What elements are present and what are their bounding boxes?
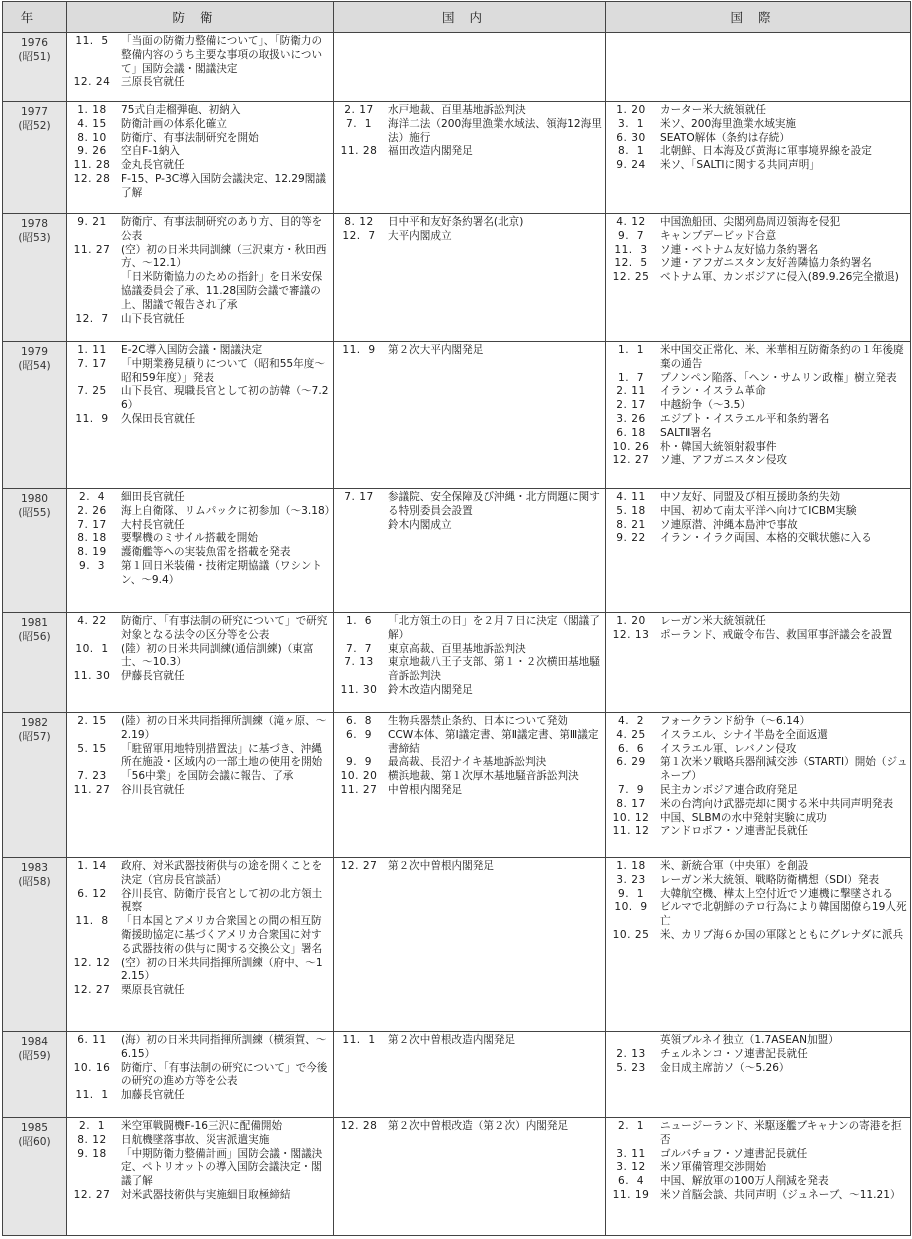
event-date: 8. 10 [77, 131, 107, 144]
event-text: ソ連・ベトナム友好協力条約署名 [660, 243, 819, 256]
defense-cell [67, 613, 334, 713]
event-text: 米ソ軍備管理交渉開始 [660, 1161, 766, 1174]
domestic-cell [334, 858, 606, 1032]
event-text: SALTⅡ署名 [660, 426, 712, 439]
event-date: 11. 1 [342, 1034, 376, 1046]
event-text: (海）初の日米共同指揮所訓練（横須賀、～6.15） [121, 1034, 327, 1060]
event-text: ポーランド、戒厳令布告、救国軍事評議会を設置 [660, 628, 893, 641]
international-cell [606, 613, 911, 713]
event-date: 12. 28 [73, 172, 111, 185]
event-date: 12. 28 [340, 1120, 378, 1132]
event-date: 4. 2 [617, 715, 645, 727]
event-text: 防衛庁、「有事法制の研究について」で研究対象となる法令の区分等を公表 [121, 615, 328, 641]
year-row [3, 33, 911, 102]
event-date [608, 1034, 654, 1048]
event-text: 金丸長官就任 [121, 159, 185, 172]
year-label: 1976 [21, 37, 48, 49]
year-cell [3, 33, 67, 102]
event-text: 対米武器技術供与実施細目取極締結 [121, 1188, 291, 1201]
event-text: レーガン米大統領、戦略防衛構想（SDI）発表 [660, 873, 880, 886]
event-date: 12. 12 [73, 956, 111, 969]
defense-cell [67, 713, 334, 858]
event-text: 第１次米ソ戦略兵器削減交渉（STARTⅠ）開始（ジュネーブ） [660, 756, 908, 783]
event-text: レーガン米大統領就任 [660, 615, 766, 627]
year-row [3, 858, 911, 1032]
event-text: F-15、P-3C導入国防会議決定、12.29閣議了解 [121, 172, 326, 199]
event-date: 4. 22 [77, 615, 107, 627]
event-text: SEATO解体（条約は存続） [660, 131, 790, 144]
event-date: 11. 28 [73, 159, 111, 172]
event-text: 中越紛争（～3.5） [660, 399, 752, 412]
year-label: 1978 [21, 218, 48, 230]
era-label: (昭58) [18, 875, 51, 888]
event-date: 6. 4 [617, 1175, 645, 1188]
international-cell [606, 858, 911, 1032]
event-date: 9. 26 [77, 145, 107, 158]
year-cell [3, 1032, 67, 1118]
era-label: (昭56) [18, 630, 51, 643]
event-date: 4. 11 [616, 491, 646, 503]
event-date: 12. 27 [340, 860, 378, 872]
era-label: (昭59) [18, 1049, 51, 1062]
event-text: 米、新統合軍（中央軍）を創設 [660, 860, 809, 872]
event-text: キャンプデービッド合意 [660, 229, 777, 242]
event-text: 防衛庁、「有事法制の研究について」で今後の研究の進め方等を公表 [121, 1061, 328, 1088]
event-date: 1. 11 [77, 344, 107, 356]
event-date: 1. 18 [77, 104, 107, 116]
event-date: 12. 25 [612, 271, 650, 284]
year-row [3, 342, 911, 489]
event-text: 三原長官就任 [121, 76, 185, 89]
event-date: 5. 23 [616, 1061, 646, 1074]
event-date: 10. 16 [73, 1061, 111, 1074]
event-date [336, 519, 382, 533]
event-date: 2. 13 [616, 1047, 646, 1060]
header-international: 国際 [606, 2, 911, 33]
event-text: 谷川長官、防衛庁長官として初の北方領土視察 [121, 887, 323, 914]
event-text: エジプト・イスラエル平和条約署名 [660, 412, 830, 425]
event-date: 6. 18 [616, 426, 646, 439]
event-text: 北朝鮮、日本海及び黄海に軍事境界線を設定 [660, 145, 872, 158]
event-text: 生物兵器禁止条約、日本について発効 [388, 715, 568, 727]
event-date: 10. 9 [614, 901, 648, 914]
event-date: 3. 23 [616, 873, 646, 886]
event-date: 3. 1 [617, 117, 645, 130]
event-text: 日中平和友好条約署名(北京) [388, 216, 524, 228]
event-date: 9. 24 [616, 159, 646, 172]
era-label: (昭57) [18, 730, 51, 743]
event-date: 12. 7 [75, 312, 109, 325]
year-cell [3, 102, 67, 214]
era-label: (昭54) [18, 359, 51, 372]
event-text: (空）初の日米共同訓練（三沢東方・秋田西方、～12.1） [121, 243, 327, 270]
event-date: 2. 1 [617, 1120, 645, 1132]
event-text: 第１回日米装備・技術定期協議（ワシントン、～9.4） [121, 559, 323, 586]
event-text: 日航機墜落事故、災害派遣実施 [121, 1133, 270, 1146]
year-cell [3, 342, 67, 489]
event-text: 中国漁船団、尖閣列島周辺領海を侵犯 [660, 216, 841, 228]
event-text: 栗原長官就任 [121, 984, 185, 997]
year-cell [3, 489, 67, 613]
defense-cell [67, 858, 334, 1032]
event-date: 1. 7 [617, 371, 645, 384]
event-text: イスラエル軍、レバノン侵攻 [660, 742, 797, 755]
event-date: 11. 9 [75, 412, 109, 425]
international-cell [606, 489, 911, 613]
event-date: 6. 6 [617, 742, 645, 755]
event-date: 8. 12 [344, 216, 374, 228]
event-date: 10. 20 [340, 770, 378, 783]
event-date: 2. 1 [78, 1120, 106, 1132]
event-text: E-2C導入国防会議・閣議決定 [121, 344, 263, 356]
year-label: 1982 [21, 717, 48, 729]
event-text: 横浜地裁、第１次厚木基地騒音訴訟判決 [388, 770, 579, 783]
event-date: 11. 27 [73, 783, 111, 796]
event-text: 空自F-1納入 [121, 145, 181, 158]
event-text: 「中期業務見積りについて（昭和55年度～昭和59年度）」発表 [121, 357, 325, 384]
event-text: 福田改造内閣発足 [388, 145, 473, 158]
domestic-cell [334, 613, 606, 713]
event-text: イラン・イラク両国、本格的交戦状態に入る [660, 532, 872, 545]
event-date: 11. 28 [340, 145, 378, 158]
header-year: 年 [3, 2, 67, 33]
event-text: 「日本国とアメリカ合衆国との間の相互防衛援助協定に基づくアメリカ合衆国に対する武器技術の供与に関する交換公文」署名 [121, 915, 323, 955]
event-text: 中国、解放軍の100万人削減を発表 [660, 1175, 829, 1188]
event-text: カーター米大統領就任 [660, 104, 766, 116]
event-text: 中国、初めて南太平洋へ向けてICBM実験 [660, 504, 857, 517]
event-text: 谷川長官就任 [121, 783, 185, 796]
event-text: 細田長官就任 [121, 491, 185, 503]
event-text: 要撃機のミサイル搭載を開始 [121, 532, 258, 545]
event-date: 11. 19 [612, 1188, 650, 1201]
year-row [3, 214, 911, 342]
event-date: 3. 11 [616, 1147, 646, 1160]
event-text: 金日成主席訪ソ（～5.26） [660, 1061, 790, 1074]
event-text: 75式自走榴弾砲、初納入 [121, 104, 241, 116]
event-text: 米空軍戦闘機F-16三沢に配備開始 [121, 1120, 283, 1132]
domestic-cell [334, 1032, 606, 1118]
year-label: 1980 [21, 493, 48, 505]
event-date: 9. 18 [77, 1147, 107, 1160]
event-date: 11. 27 [73, 243, 111, 256]
event-text: 防衛計画の体系化確立 [121, 117, 227, 130]
event-date: 2. 26 [77, 504, 107, 517]
event-text: ベトナム軍、カンボジアに侵入(89.9.26完全撤退) [660, 271, 899, 284]
event-text: 政府、対米武器技術供与の途を開くことを決定（官房長官談話） [121, 860, 323, 886]
event-date: 11. 1 [75, 1089, 109, 1102]
event-text: 防衛庁、有事法制研究のあり方、目的等を公表 [121, 216, 323, 242]
event-date: 9. 7 [617, 229, 645, 242]
event-text: 大平内閣成立 [388, 229, 452, 242]
event-text: 英領ブルネイ独立（1.7ASEAN加盟） [660, 1034, 839, 1046]
event-text: 中曽根内閣発足 [388, 783, 463, 796]
year-label: 1984 [21, 1036, 48, 1048]
domestic-cell [334, 102, 606, 214]
event-date [69, 271, 115, 312]
event-date: 7. 17 [77, 518, 107, 531]
event-date: 12. 7 [342, 229, 376, 242]
event-text: 最高裁、長沼ナイキ基地訴訟判決 [388, 756, 547, 769]
defense-cell [67, 1118, 334, 1236]
era-label: (昭53) [18, 231, 51, 244]
event-date: 2. 4 [78, 491, 106, 503]
event-date: 9. 22 [616, 532, 646, 545]
event-date: 1. 20 [616, 615, 646, 627]
event-text: 「日米防衛協力のための指針」を日米安保協議委員会了承、11.28国防会議で審議の上、閣議で報告され了承 [121, 271, 323, 311]
header-domestic: 国内 [334, 2, 606, 33]
year-label: 1981 [21, 617, 48, 629]
year-cell [3, 1118, 67, 1236]
event-date: 2. 15 [77, 715, 107, 727]
event-text: 「中期防衛力整備計画」国防会議・閣議決定、ペトリオットの導入国防会議決定・閣議了解 [121, 1147, 323, 1188]
event-text: ビルマで北朝鮮のテロ行為により韓国閣僚ら19人死亡 [660, 901, 907, 928]
event-date: 5. 15 [77, 742, 107, 755]
event-text: 米ソ首脳会談、共同声明（ジュネーブ、～11.21） [660, 1188, 901, 1201]
event-text: プノンペン陥落、「ヘン・サムリン政権」樹立発表 [660, 371, 897, 384]
event-text: 東京高裁、百里基地訴訟判決 [388, 642, 526, 655]
event-date: 12. 13 [612, 628, 650, 641]
event-text: 中国、SLBMの水中発射実験に成功 [660, 811, 827, 824]
event-text: 山下長官就任 [121, 312, 185, 325]
event-date: 3. 26 [616, 412, 646, 425]
event-date: 7. 17 [344, 491, 374, 503]
event-text: チェルネンコ・ソ連書記長就任 [660, 1047, 808, 1060]
year-label: 1979 [21, 346, 48, 358]
era-label: (昭51) [18, 50, 51, 63]
event-text: 防衛庁、有事法制研究を開始 [121, 131, 259, 144]
event-date: 11. 27 [340, 783, 378, 796]
event-date: 4. 12 [616, 216, 646, 228]
event-text: 第２次中曽根内閣発足 [388, 860, 494, 872]
event-text: フォークランド紛争（～6.14） [660, 715, 811, 727]
event-text: ソ連、アフガニスタン侵攻 [660, 454, 788, 467]
event-date: 8. 19 [77, 546, 107, 559]
event-date: 7. 9 [617, 783, 645, 796]
header-row [3, 2, 911, 33]
event-text: 水戸地裁、百里基地訴訟判決 [388, 104, 526, 116]
domestic-cell [334, 214, 606, 342]
international-cell [606, 214, 911, 342]
event-date: 6. 29 [616, 756, 646, 769]
event-text: アンドロポフ・ソ連書記長就任 [660, 825, 808, 838]
year-row [3, 102, 911, 214]
event-date: 6. 9 [345, 728, 373, 741]
event-text: ソ連・アフガニスタン友好善隣協力条約署名 [660, 257, 872, 270]
event-date: 10. 1 [75, 642, 109, 655]
event-date: 2. 17 [344, 104, 374, 116]
event-date: 7. 1 [345, 117, 373, 130]
event-date: 3. 12 [616, 1161, 646, 1174]
international-cell [606, 1032, 911, 1118]
event-date: 6. 30 [616, 131, 646, 144]
event-date: 12. 5 [614, 257, 648, 270]
international-cell [606, 1118, 911, 1236]
event-date: 11. 30 [340, 683, 378, 696]
event-date: 8. 12 [77, 1133, 107, 1146]
event-date: 11. 3 [614, 243, 648, 256]
event-date: 12. 27 [73, 984, 111, 997]
event-date: 1. 1 [617, 344, 645, 356]
event-text: 山下長官、現職長官として初の訪韓（～7.26） [121, 385, 329, 412]
event-date: 11. 8 [75, 915, 109, 928]
event-date: 9. 21 [77, 216, 107, 228]
event-text: 大村長官就任 [121, 518, 185, 531]
event-date: 1. 6 [345, 615, 373, 627]
event-text: 久保田長官就任 [121, 412, 196, 425]
event-text: 「当面の防衛力整備について」、「防衛力の整備内容のうち主要な事項の取扱いについて」国防会議・閣議決定 [121, 35, 323, 75]
year-cell [3, 713, 67, 858]
year-row [3, 1118, 911, 1236]
event-date: 6. 12 [77, 887, 107, 900]
defense-cell [67, 33, 334, 102]
event-text: 加藤長官就任 [121, 1089, 185, 1102]
event-text: 東京地裁八王子支部、第１・２次横田基地騒音訴訟判決 [388, 656, 600, 683]
event-date: 7. 13 [344, 656, 374, 669]
event-date: 11. 30 [73, 670, 111, 683]
event-date: 11. 9 [342, 344, 376, 356]
event-date: 2. 11 [616, 385, 646, 398]
year-cell [3, 858, 67, 1032]
defense-cell [67, 102, 334, 214]
event-date: 10. 25 [612, 928, 650, 941]
event-date: 9. 1 [617, 887, 645, 900]
header-defense: 防衛 [67, 2, 334, 33]
event-text: (陸）初の日米共同訓練(通信訓練)（東富士、～10.3） [121, 642, 314, 669]
defense-cell [67, 342, 334, 489]
event-text: ニュージーランド、米駆逐艦ブキャナンの寄港を拒否 [660, 1120, 902, 1146]
event-date: 4. 25 [616, 728, 646, 741]
event-text: 「駐留軍用地特別措置法」に基づき、沖縄所在施設・区域内の一部土地の使用を開始 [121, 742, 323, 769]
event-date: 1. 18 [616, 860, 646, 872]
event-text: 朴・韓国大統領射殺事件 [660, 440, 777, 453]
event-text: 「56中業」を国防会議に報告、了承 [121, 770, 294, 783]
event-text: 米ソ、「SALTⅠに関する共同声明」 [660, 159, 820, 172]
event-text: 鈴木改造内閣発足 [388, 683, 473, 696]
year-cell [3, 214, 67, 342]
era-label: (昭60) [18, 1135, 51, 1148]
domestic-cell [334, 1118, 606, 1236]
event-date: 7. 25 [77, 385, 107, 398]
event-text: 米、カリブ海６か国の軍隊とともにグレナダに派兵 [660, 928, 904, 941]
event-date: 6. 11 [77, 1034, 107, 1046]
event-date: 8. 21 [616, 518, 646, 531]
event-date: 9. 9 [345, 756, 373, 769]
event-text: 米中国交正常化、米、米華相互防衛条約の１年後廃棄の通告 [660, 344, 904, 370]
event-text: 米ソ、200海里漁業水域実施 [660, 117, 797, 130]
event-text: CCW本体、第Ⅰ議定書、第Ⅱ議定書、第Ⅲ議定書締結 [388, 728, 599, 755]
event-date: 8. 1 [617, 145, 645, 158]
domestic-cell [334, 713, 606, 858]
year-cell [3, 613, 67, 713]
defense-cell [67, 214, 334, 342]
event-date: 12. 27 [612, 454, 650, 467]
event-text: (陸）初の日米共同指揮所訓練（滝ヶ原、～2.19） [121, 715, 327, 741]
event-date: 8. 18 [77, 532, 107, 545]
event-date: 11. 5 [75, 35, 109, 47]
event-text: 中ソ友好、同盟及び相互援助条約失効 [660, 491, 841, 503]
event-text: 参議院、安全保障及び沖縄・北方問題に関する特別委員会設置 [388, 491, 600, 517]
event-date: 10. 26 [612, 440, 650, 453]
defense-cell [67, 1032, 334, 1118]
event-text: 伊藤長官就任 [121, 670, 185, 683]
event-date: 7. 17 [77, 357, 107, 370]
event-date: 7. 23 [77, 770, 107, 783]
event-text: 第２次大平内閣発足 [388, 344, 484, 356]
year-row [3, 1032, 911, 1118]
event-text: 海上自衛隊、リムパックに初参加（～3.18） [121, 504, 336, 517]
event-date: 9. 3 [78, 559, 106, 572]
event-date: 7. 7 [345, 642, 373, 655]
event-text: イスラエル、シナイ半島を全面返還 [660, 728, 828, 741]
domestic-cell [334, 342, 606, 489]
event-text: 民主カンボジア連合政府発足 [660, 783, 798, 796]
year-label: 1977 [21, 106, 48, 118]
international-cell [606, 713, 911, 858]
international-cell [606, 342, 911, 489]
event-date: 4. 15 [77, 117, 107, 130]
event-text: イラン・イスラム革命 [660, 385, 766, 398]
event-text: 「北方領土の日」を２月７日に決定（閣議了解） [388, 615, 600, 641]
event-date: 1. 14 [77, 860, 107, 872]
event-text: 米の台湾向け武器売却に関する米中共同声明発表 [660, 797, 894, 810]
event-date: 5. 18 [616, 504, 646, 517]
event-text: 海洋二法（200海里漁業水域法、領海12海里法）施行 [388, 117, 602, 144]
event-text: (空）初の日米共同指揮所訓練（府中、～12.15） [121, 956, 323, 983]
table-body [3, 33, 911, 1236]
event-date: 10. 12 [612, 811, 650, 824]
year-label: 1985 [21, 1122, 48, 1134]
international-cell [606, 102, 911, 214]
year-row [3, 489, 911, 613]
year-row [3, 613, 911, 713]
event-text: 大韓航空機、樺太上空付近でソ連機に撃墜される [660, 887, 894, 900]
era-label: (昭55) [18, 506, 51, 519]
event-date: 2. 17 [616, 399, 646, 412]
event-date: 8. 17 [616, 797, 646, 810]
event-text: ゴルバチョフ・ソ連書記長就任 [660, 1147, 808, 1160]
domestic-cell [334, 489, 606, 613]
year-label: 1983 [21, 862, 48, 874]
event-date: 11. 12 [612, 825, 650, 838]
defense-cell [67, 489, 334, 613]
event-date: 12. 27 [73, 1188, 111, 1201]
domestic-cell [334, 33, 606, 102]
event-text: 第２次中曽根改造内閣発足 [388, 1034, 516, 1046]
international-cell [606, 33, 911, 102]
event-text: 鈴木内閣成立 [388, 518, 452, 531]
event-text: 護衛艦等への実装魚雷を搭載を発表 [121, 546, 291, 559]
era-label: (昭52) [18, 119, 51, 132]
event-text: 第２次中曽根改造（第２次）内閣発足 [388, 1120, 569, 1132]
event-text: ソ連原潜、沖縄本島沖で事故 [660, 518, 798, 531]
chronology-table [2, 1, 911, 1236]
event-date: 12. 24 [73, 76, 111, 89]
year-row [3, 713, 911, 858]
event-date: 6. 8 [345, 715, 373, 727]
event-date: 1. 20 [616, 104, 646, 116]
